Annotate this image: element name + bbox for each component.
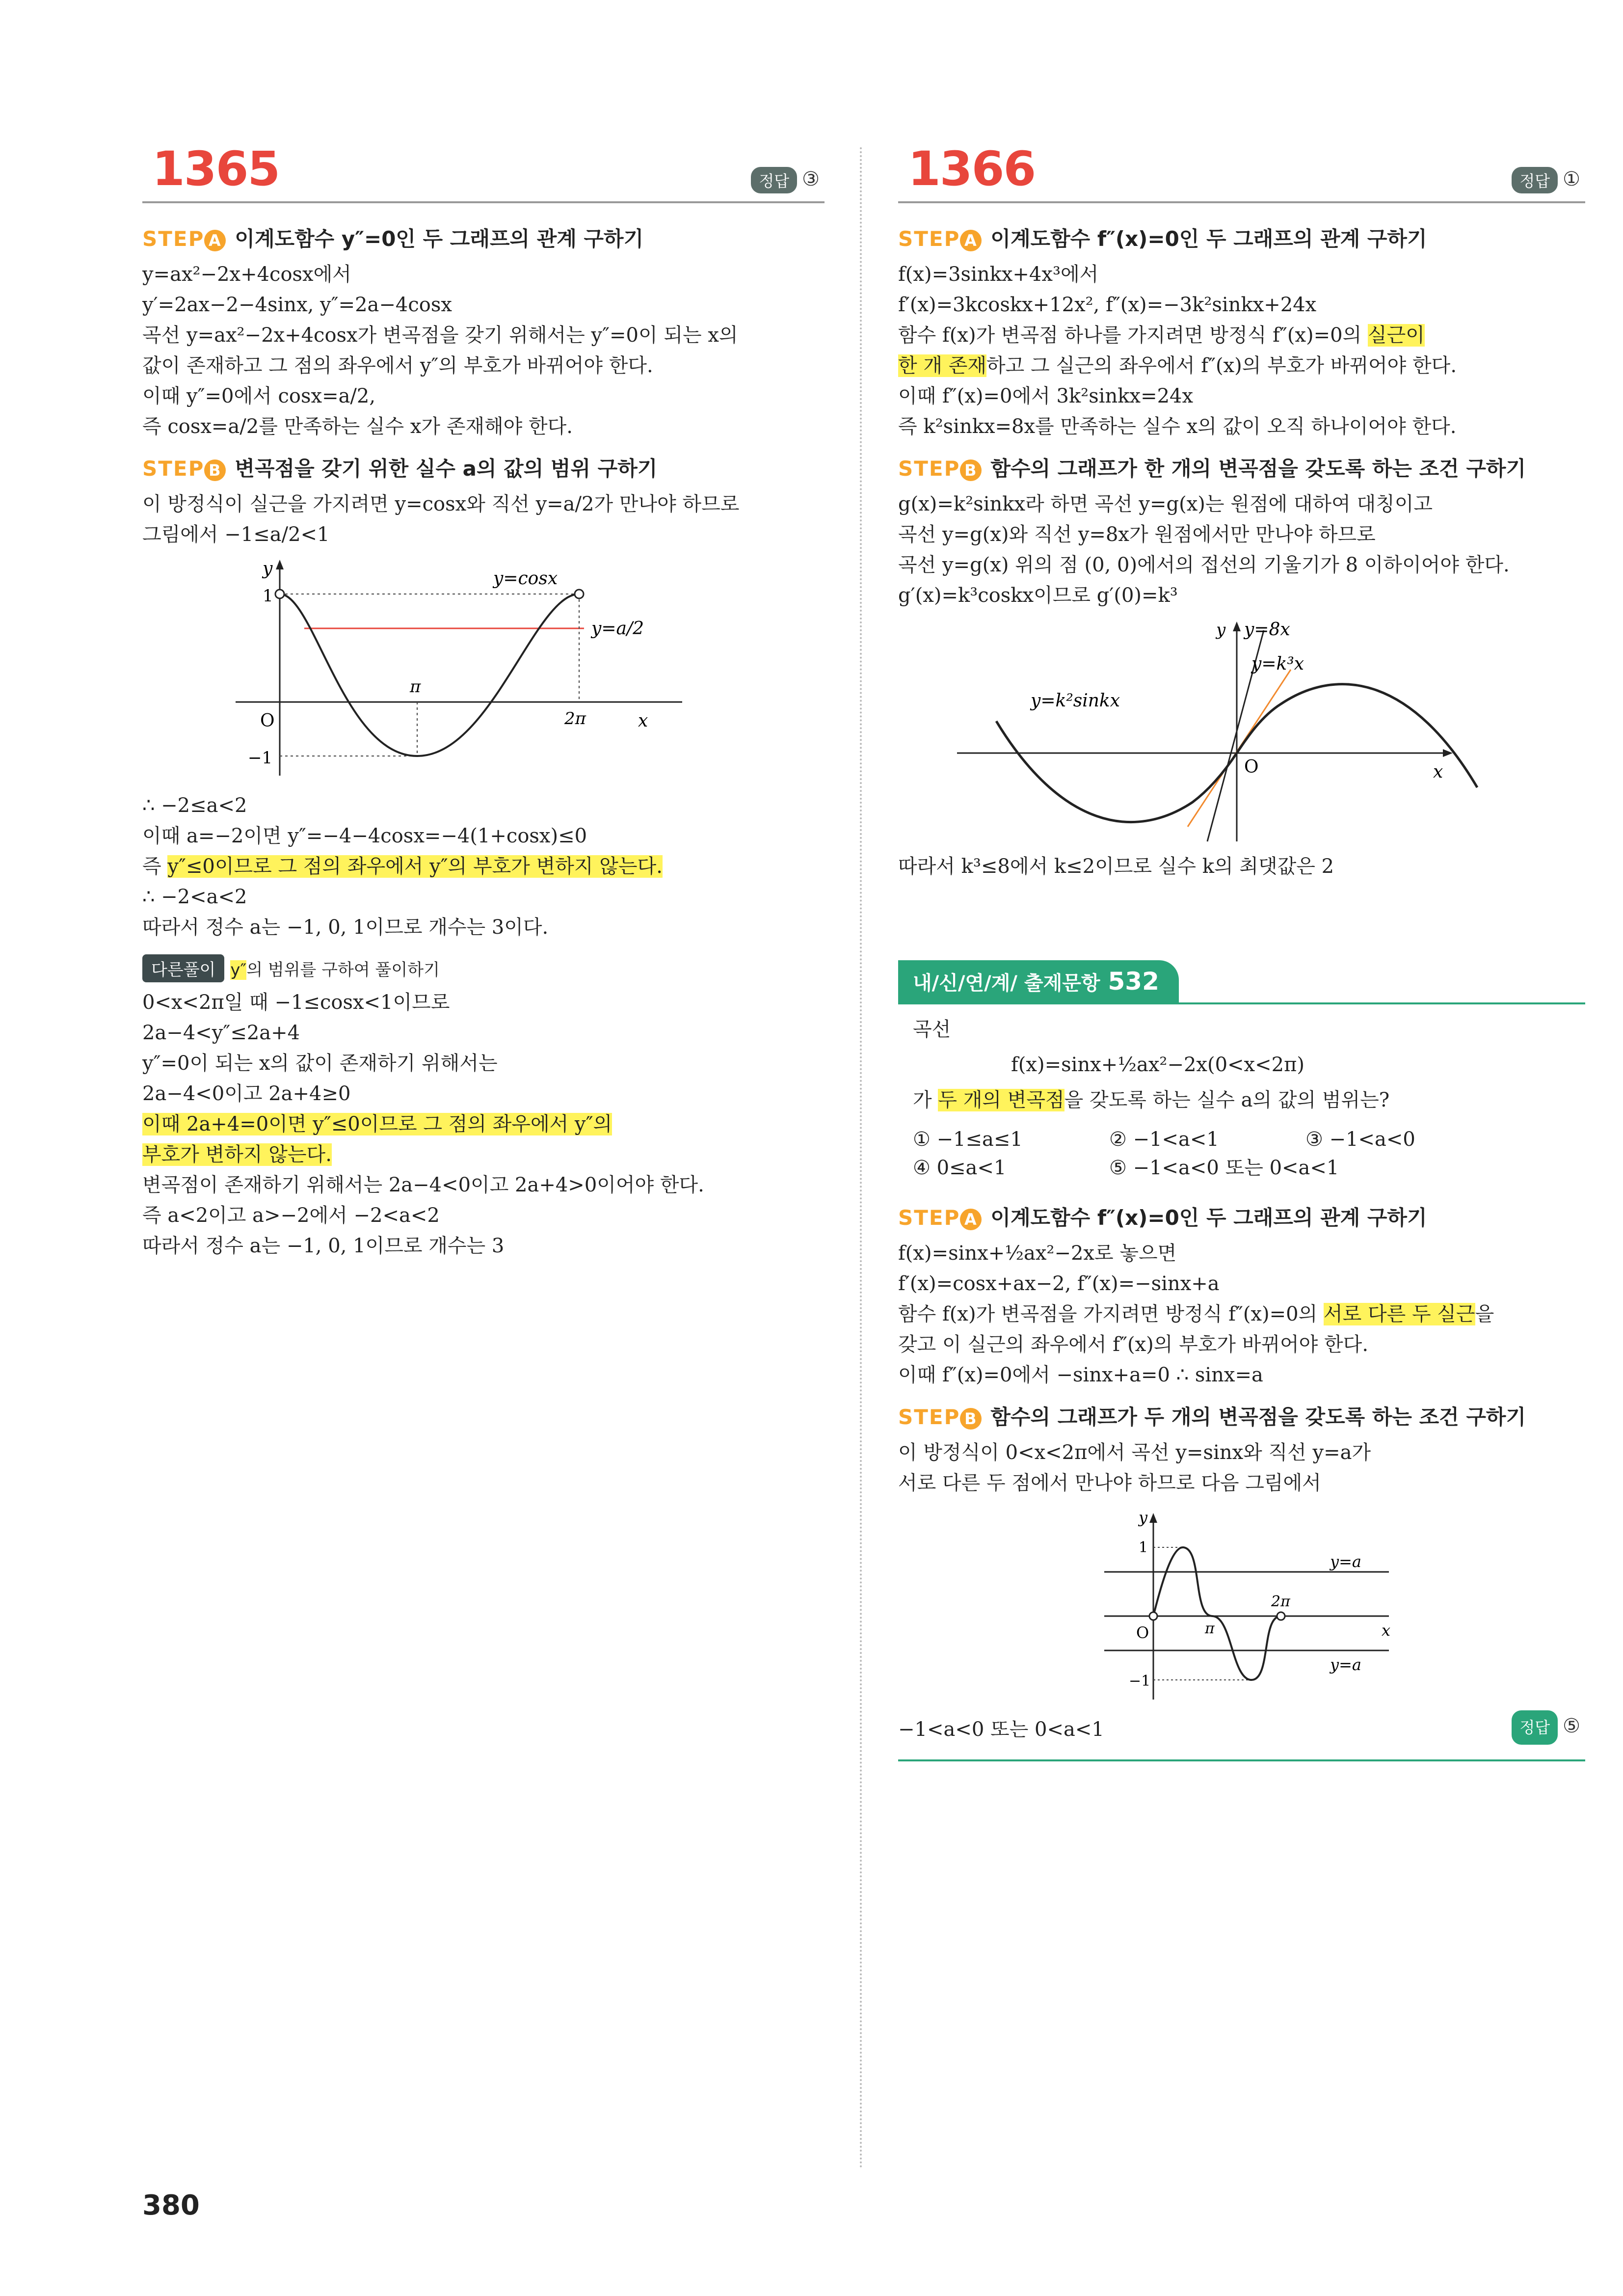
text-line: 2a−4<y″≤2a+4	[142, 1022, 300, 1044]
problem-1365	[142, 142, 825, 1261]
text-line: 2a−4<0이고 2a+4≥0	[142, 1082, 351, 1105]
text-line: 이때 y″=0에서 cosx=a/2,	[142, 385, 376, 407]
step-b-heading	[142, 453, 825, 482]
step-letter-icon: A	[960, 1209, 982, 1230]
step-title: 이계도함수 f″(x)=0인 두 그래프의 관계 구하기	[990, 1206, 1427, 1230]
line-label: y=k³x	[1251, 654, 1304, 674]
alt-solution-heading: 다른풀이 y″의 범위를 구하여 풀이하기	[142, 954, 825, 982]
text-line: 이 방정식이 0<x<2π에서 곡선 y=sinx와 직선 y=a가	[898, 1441, 1371, 1464]
text-line: 이때 a=−2이면 y″=−4−4cosx=−4(1+cosx)≤0	[142, 825, 587, 847]
step-letter-icon: B	[960, 459, 982, 481]
y-axis-arrow-icon	[1233, 621, 1241, 631]
text-line: g(x)=k²sinkx라 하면 곡선 y=g(x)는 원점에 대하여 대칭이고	[898, 493, 1433, 515]
question-text: 가 두 개의 변곡점을 갖도록 하는 실수 a의 값의 범위는?	[913, 1089, 1390, 1111]
text-line: 값이 존재하고 그 점의 좌우에서 y″의 부호가 바뀌어야 한다.	[142, 354, 653, 377]
highlight-line: 부호가 변하지 않는다.	[142, 1143, 332, 1166]
tick-label: −1	[248, 748, 273, 768]
text-line: g′(x)=k³coskx이므로 g′(0)=k³	[898, 584, 1178, 607]
choices	[913, 1125, 1585, 1182]
step-tag: STEP B	[142, 457, 226, 481]
text-line: 이 방정식이 실근을 가지려면 y=cosx와 직선 y=a/2가 만나야 하므로	[142, 493, 740, 515]
text-line: 즉 a<2이고 a>−2에서 −2<a<2	[142, 1204, 440, 1227]
text-line: 곡선 y=g(x) 위의 점 (0, 0)에서의 접선의 기울기가 8 이하이어야 한다.	[898, 554, 1510, 576]
problem-number: 1366	[908, 141, 1036, 196]
text-line: f′(x)=3kcoskx+12x², f″(x)=−3k²sinkx+24x	[898, 294, 1317, 316]
step-b-heading	[898, 1401, 1585, 1431]
answer-badge: 정답	[751, 167, 797, 193]
step-letter-icon: A	[960, 230, 982, 251]
line-label: y=8x	[1244, 620, 1290, 640]
page-number: 380	[142, 2189, 200, 2221]
highlight-line: 함수 f(x)가 변곡점 하나를 가지려면 방정식 f″(x)=0의 실근이	[898, 324, 1425, 347]
related-problem-label: 내/신/연/계/ 출제문항 532	[898, 960, 1179, 1002]
step-title: 함수의 그래프가 한 개의 변곡점을 갖도록 하는 조건 구하기	[990, 457, 1526, 481]
problem-1366	[898, 142, 1585, 1761]
step-a-heading	[142, 223, 825, 252]
text-line: 따라서 정수 a는 −1, 0, 1이므로 개수는 3	[142, 1235, 505, 1257]
text-line: 곡선 y=ax²−2x+4cosx가 변곡점을 갖기 위해서는 y″=0이 되는 x의	[142, 324, 738, 347]
text-line: ∴ −2≤a<2	[142, 794, 247, 817]
tick-label: π	[410, 677, 421, 697]
tick-label: 2π	[564, 709, 586, 729]
question-formula: f(x)=sinx+½ax²−2x(0<x<2π)	[1011, 1053, 1304, 1076]
y-axis-label: y	[1216, 620, 1226, 640]
text-line: y=ax²−2x+4cosx에서	[142, 263, 351, 286]
related-problem-banner	[898, 960, 1585, 1004]
alt-solution-tag: 다른풀이	[142, 954, 224, 982]
open-point	[575, 590, 584, 598]
text-line: f′(x)=cosx+ax−2, f″(x)=−sinx+a	[898, 1272, 1220, 1295]
highlighted-text: y″	[230, 960, 247, 980]
text-line: 서로 다른 두 점에서 만나야 하므로 다음 그림에서	[898, 1472, 1321, 1494]
answer-value: ⑤	[1563, 1715, 1580, 1737]
step-tag: STEP B	[898, 457, 982, 481]
problem-header	[898, 142, 1585, 203]
step-title: 변곡점을 갖기 위한 실수 a의 값의 범위 구하기	[235, 457, 658, 481]
step-title: 이계도함수 y″=0인 두 그래프의 관계 구하기	[235, 227, 644, 251]
tick-label: π	[1205, 1620, 1215, 1637]
curve-label: y=cosx	[493, 568, 558, 589]
choice-2[interactable]: ② −1<a<1	[1109, 1128, 1219, 1151]
problem-header	[142, 142, 825, 203]
text-line: 그림에서 −1≤a/2<1	[142, 523, 330, 546]
open-point	[1277, 1612, 1285, 1620]
step-tag: STEP A	[142, 227, 226, 251]
sine-curve	[1153, 1547, 1281, 1680]
tick-label: 1	[263, 586, 273, 606]
cosine-curve	[280, 594, 579, 756]
curve-label: y=k²sinkx	[1031, 691, 1120, 711]
text-line: f(x)=3sinkx+4x³에서	[898, 263, 1099, 286]
choice-3[interactable]: ③ −1<a<0	[1305, 1128, 1415, 1151]
sine-graph	[898, 1503, 1487, 1709]
tick-label: 1	[1139, 1539, 1148, 1556]
text-line: 0<x<2π일 때 −1≤cosx<1이므로	[142, 991, 450, 1014]
step-letter-icon: B	[204, 459, 226, 481]
text-line: 이때 f″(x)=0에서 3k²sinkx=24x	[898, 385, 1194, 407]
step-title: 이계도함수 f″(x)=0인 두 그래프의 관계 구하기	[990, 227, 1427, 251]
tick-label: 2π	[1271, 1593, 1290, 1610]
highlight-line: 함수 f(x)가 변곡점을 가지려면 방정식 f″(x)=0의 서로 다른 두 실근을	[898, 1303, 1494, 1325]
y-axis-arrow-icon	[1149, 1513, 1157, 1523]
tick-label: −1	[1129, 1673, 1151, 1690]
choice-5[interactable]: ⑤ −1<a<0 또는 0<a<1	[1109, 1157, 1339, 1179]
y-axis-arrow-icon	[276, 560, 284, 569]
choice-4[interactable]: ④ 0≤a<1	[913, 1157, 1007, 1179]
origin-label: O	[260, 711, 275, 731]
text-line: 따라서 정수 a는 −1, 0, 1이므로 개수는 3이다.	[142, 916, 549, 939]
origin-label: O	[1136, 1623, 1149, 1642]
step-tag: STEP A	[898, 227, 982, 251]
text-line: 변곡점이 존재하기 위해서는 2a−4<0이고 2a+4>0이어야 한다.	[142, 1174, 704, 1196]
text-line: y′=2ax−2−4sinx, y″=2a−4cosx	[142, 294, 452, 316]
step-tag: STEP B	[898, 1405, 982, 1429]
section-rule	[898, 1759, 1585, 1761]
answer-badge: 정답	[1512, 167, 1558, 193]
line-label: y=a	[1330, 1552, 1361, 1571]
answer-value: ①	[1563, 168, 1580, 190]
text-line: 즉 k²sinkx=8x를 만족하는 실수 x의 값이 오직 하나이어야 한다.	[898, 415, 1457, 438]
text-line: 갖고 이 실근의 좌우에서 f″(x)의 부호가 바뀌어야 한다.	[898, 1333, 1369, 1356]
step-title: 함수의 그래프가 두 개의 변곡점을 갖도록 하는 조건 구하기	[990, 1405, 1526, 1429]
open-point	[1149, 1612, 1157, 1620]
step-tag: STEP A	[898, 1206, 982, 1230]
x-axis-label: x	[1433, 762, 1443, 782]
x-axis-label: x	[638, 711, 648, 731]
open-point	[275, 590, 284, 598]
text-line: 이때 f″(x)=0에서 −sinx+a=0 ∴ sinx=a	[898, 1364, 1263, 1386]
answer-badge: 정답	[1512, 1710, 1558, 1745]
answer-value: ③	[802, 168, 820, 190]
highlight-line: 이때 2a+4=0이면 y″≤0이므로 그 점의 좌우에서 y″의	[142, 1113, 612, 1135]
final-answer-row	[898, 1714, 1585, 1745]
step-a-heading	[898, 1202, 1585, 1231]
related-problem-number: 532	[1108, 967, 1159, 996]
final-range: −1<a<0 또는 0<a<1	[898, 1718, 1104, 1741]
text-line: y″=0이 되는 x의 값이 존재하기 위해서는	[142, 1052, 498, 1075]
answer	[1512, 1710, 1580, 1745]
answer	[751, 167, 820, 193]
step-a-heading	[898, 223, 1585, 252]
origin-label: O	[1244, 757, 1259, 777]
text-line: 곡선 y=g(x)와 직선 y=8x가 원점에서만 만나야 하므로	[898, 523, 1376, 546]
highlight-line: 즉 y″≤0이므로 그 점의 좌우에서 y″의 부호가 변하지 않는다.	[142, 855, 663, 878]
line-label: y=a	[1330, 1655, 1361, 1674]
cosine-graph	[142, 555, 682, 785]
highlight-line: 한 개 존재하고 그 실근의 좌우에서 f″(x)의 부호가 바뀌어야 한다.	[898, 354, 1457, 377]
sine-tangent-graph	[898, 616, 1487, 846]
x-axis-label: x	[1382, 1621, 1391, 1640]
text-line: 즉 cosx=a/2를 만족하는 실수 x가 존재해야 한다.	[142, 415, 573, 438]
highlighted-text: y″≤0이므로 그 점의 좌우에서 y″의 부호가 변하지 않는다.	[167, 855, 663, 878]
step-letter-icon: B	[960, 1408, 982, 1430]
text-line: ∴ −2<a<2	[142, 886, 247, 908]
step-letter-icon: A	[204, 230, 226, 251]
column-divider	[860, 147, 862, 2170]
line-label: y=a/2	[591, 619, 644, 639]
y-axis-label: y	[1139, 1508, 1148, 1527]
choice-1[interactable]: ① −1≤a≤1	[913, 1128, 1023, 1151]
answer	[1512, 167, 1580, 193]
conclusion: 따라서 k³≤8에서 k≤2이므로 실수 k의 최댓값은 2	[898, 855, 1334, 878]
question-intro: 곡선	[913, 1018, 951, 1041]
step-b-heading	[898, 453, 1585, 482]
problem-number: 1365	[152, 141, 280, 196]
text-line: f(x)=sinx+½ax²−2x로 놓으면	[898, 1242, 1177, 1265]
y-axis-label: y	[263, 559, 273, 579]
